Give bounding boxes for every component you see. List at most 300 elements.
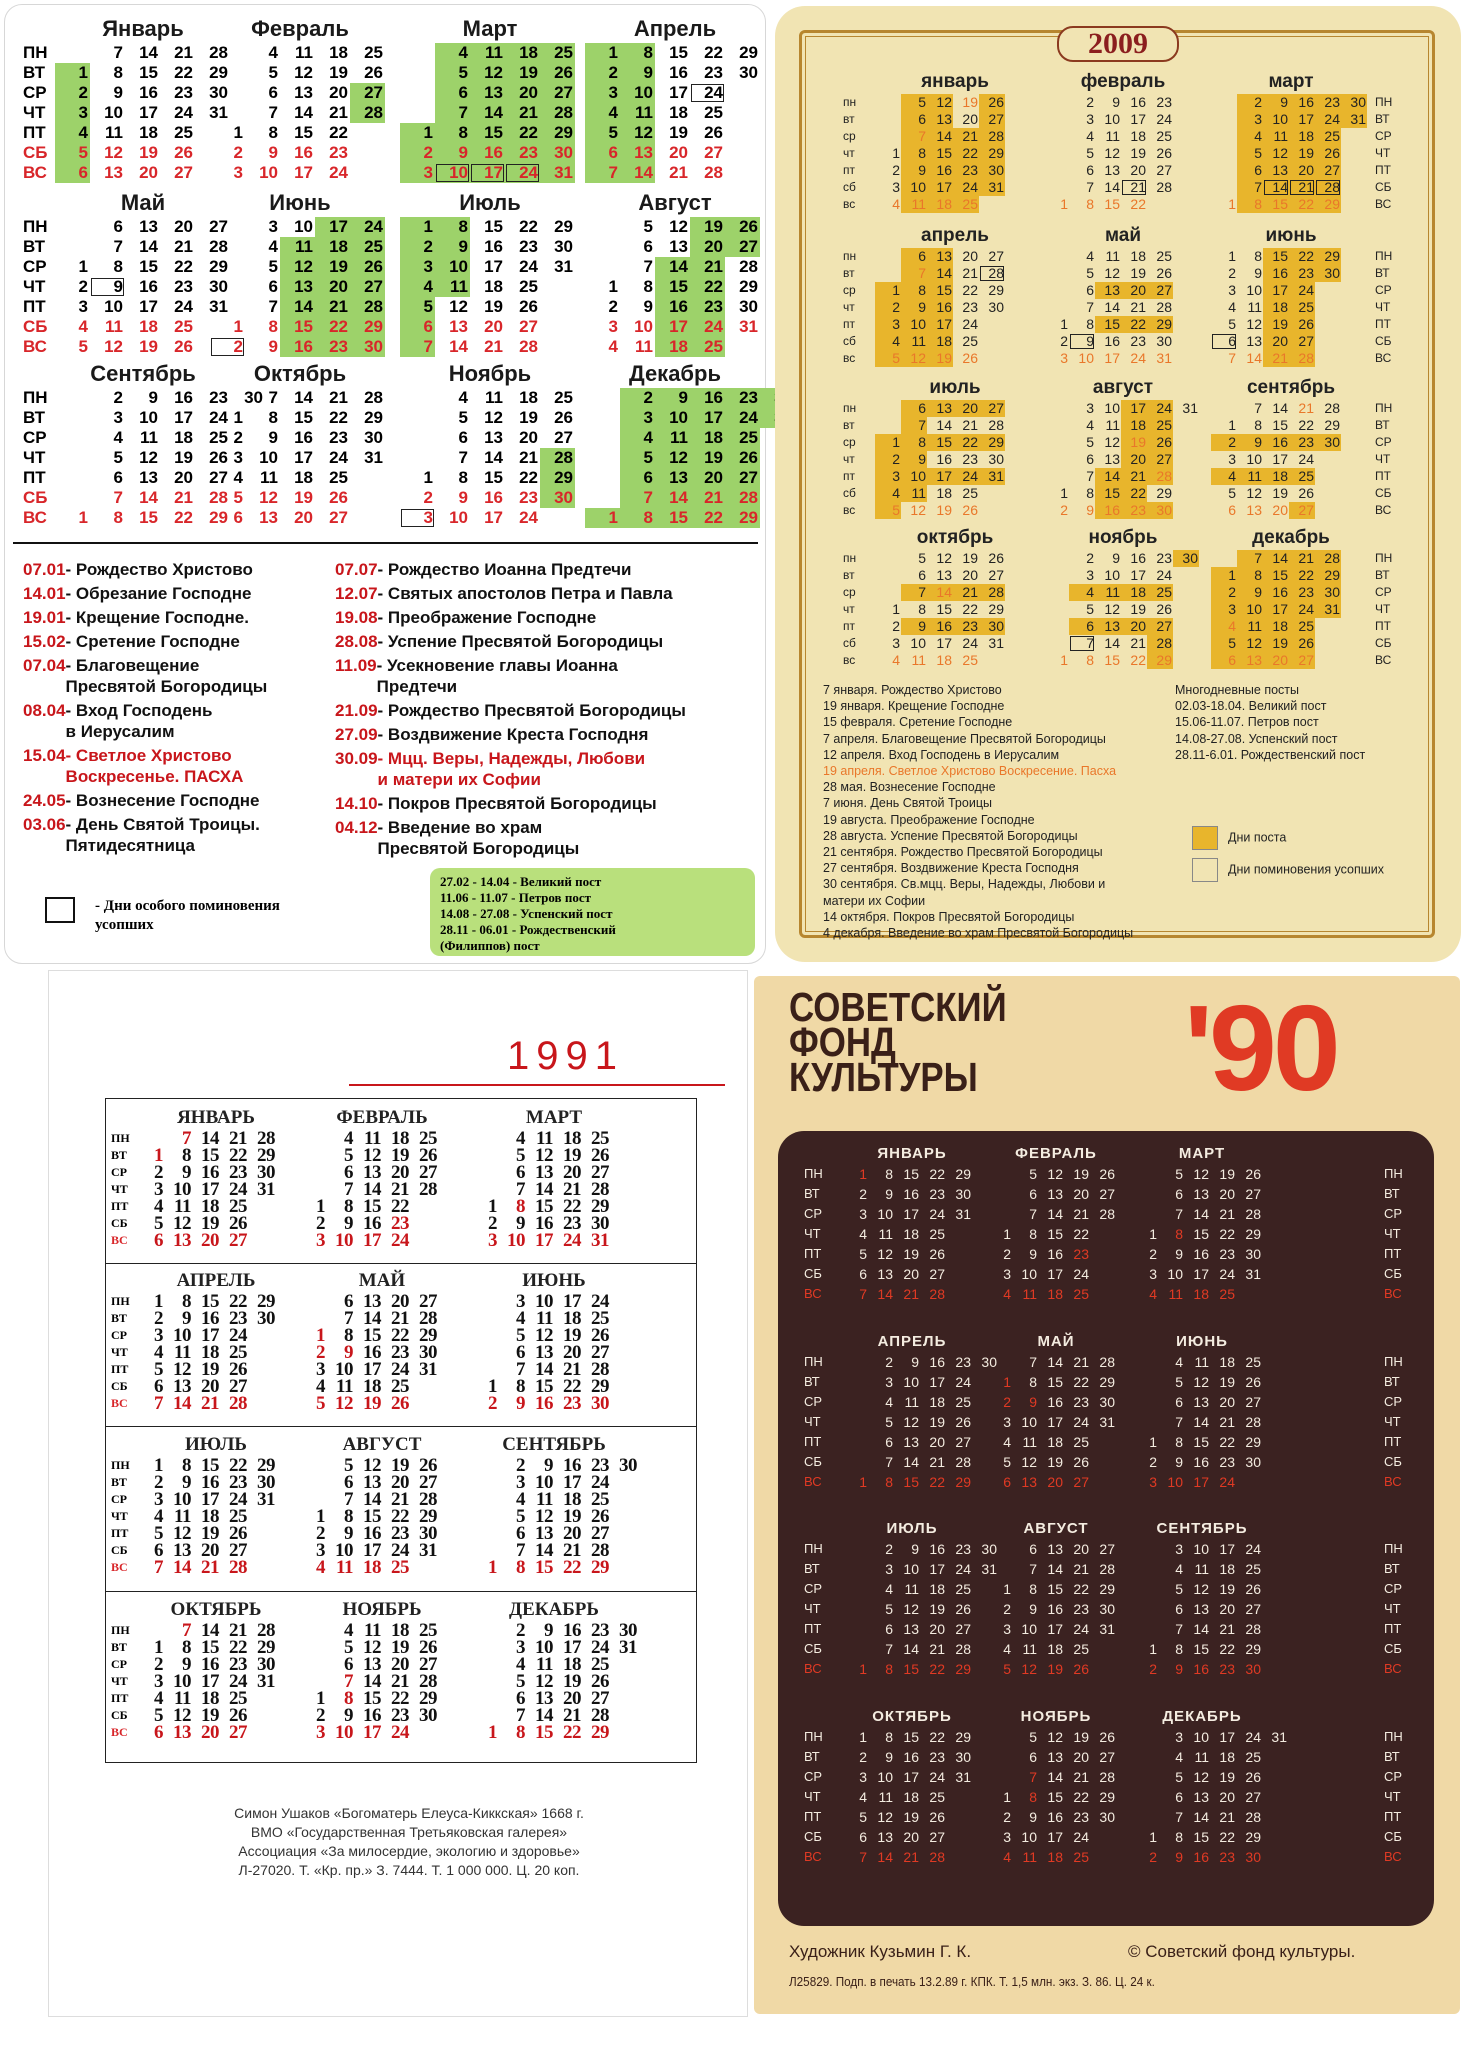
day-cell: 24 <box>1147 400 1173 417</box>
day-cell: 23 <box>725 388 760 408</box>
day-cell: 11 <box>364 1128 381 1149</box>
day-cell: 13 <box>1193 1601 1209 1617</box>
day-cell: 27 <box>1289 333 1315 350</box>
day-cell: 20 <box>201 1540 219 1561</box>
day-cell: 4 <box>620 428 655 448</box>
day-cell: 14 <box>1272 400 1288 416</box>
day-cell: 21 <box>1121 468 1147 485</box>
day-cell: 31 <box>257 1671 275 1692</box>
day-cell: 15 <box>655 277 690 297</box>
day-cell: 22 <box>229 1455 247 1476</box>
month-block <box>1211 376 1371 519</box>
day-cell: 18 <box>139 123 158 142</box>
day-columns <box>135 1293 275 1412</box>
weekday-label: ПН <box>804 1541 823 1556</box>
day-cell: 12 <box>535 1145 553 1166</box>
weekday-label: ПТ <box>111 1199 129 1213</box>
day-cell <box>210 63 245 83</box>
weekday-label: ЧТ <box>1375 146 1391 160</box>
day-cell: 17 <box>470 163 505 183</box>
day-cell: 25 <box>1289 618 1315 635</box>
month-block <box>1132 1332 1272 1492</box>
day-cell <box>1262 1827 1288 1847</box>
week-column <box>1043 550 1069 669</box>
day-cell: 3 <box>1003 1621 1011 1637</box>
day-cell: 23 <box>1130 333 1146 349</box>
day-cell: 8 <box>182 1291 191 1312</box>
weekday-label: ПТ <box>804 1246 822 1261</box>
month-days-body <box>400 217 580 357</box>
day-cell: 28 <box>364 388 383 407</box>
day-cell: 9 <box>1112 94 1120 110</box>
day-cell: 24 <box>505 163 540 183</box>
day-cell: 29 <box>979 145 1005 162</box>
day-cell: 6 <box>1086 162 1094 178</box>
day-cell: 5 <box>643 217 653 236</box>
weekday-label: ЧТ <box>1384 1414 1401 1429</box>
week-column <box>1147 400 1173 519</box>
week-column <box>894 1352 920 1492</box>
weekday-label: ЧТ <box>23 277 46 296</box>
imprint-line: Симон Ушаков «Богоматерь Елеуса-Киккская» 1668 г. <box>234 1805 584 1821</box>
day-columns <box>55 43 230 183</box>
month-days-body <box>875 400 1035 519</box>
weekday-label: ВС <box>804 1286 822 1301</box>
day-cell: 21 <box>391 1308 409 1329</box>
month-days-body <box>210 388 390 528</box>
holiday-note: матери их Софии <box>823 893 926 908</box>
day-cell: 26 <box>1156 145 1172 161</box>
day-cell: 17 <box>201 1671 219 1692</box>
fasting-note: 02.03-18.04. Великий пост <box>1175 699 1327 714</box>
day-cell: 22 <box>391 1688 409 1709</box>
holiday-note: 28 мая. Вознесение Господне <box>823 780 996 795</box>
day-cell: 20 <box>929 1621 945 1637</box>
day-cell: 20 <box>1121 282 1147 299</box>
weekday-label: ВТ <box>111 1311 127 1325</box>
day-cell: 3 <box>316 1359 325 1380</box>
day-cell: 12 <box>259 488 278 507</box>
day-cell: 5 <box>316 1393 325 1414</box>
day-cell: 17 <box>535 1230 553 1251</box>
day-cell: 27 <box>1245 1789 1261 1805</box>
day-columns <box>297 1130 437 1249</box>
week-column <box>55 388 90 528</box>
day-cell: 23 <box>329 143 348 162</box>
day-cell <box>1132 1539 1158 1559</box>
day-cell <box>1043 434 1069 451</box>
day-columns <box>986 1727 1116 1867</box>
day-cell: 10 <box>903 1561 919 1577</box>
day-cell: 5 <box>154 1705 163 1726</box>
day-cell: 20 <box>505 83 540 103</box>
day-cell: 22 <box>315 317 350 337</box>
day-cell: 30 <box>591 1213 609 1234</box>
day-cell: 4 <box>435 43 470 63</box>
day-cell <box>1315 282 1341 299</box>
day-cell: 27 <box>1245 1601 1261 1617</box>
day-cell: 25 <box>1156 128 1172 144</box>
weekday-label: чт <box>843 452 855 466</box>
day-cell: 28 <box>419 1179 437 1200</box>
day-cell <box>946 1827 972 1847</box>
day-cell: 8 <box>113 63 123 82</box>
week-column <box>1069 94 1095 213</box>
month-name: ЯНВАРЬ <box>877 1145 947 1162</box>
day-cell: 3 <box>1175 1541 1183 1557</box>
day-columns <box>1132 1164 1262 1304</box>
day-cell: 26 <box>174 143 193 162</box>
day-cell <box>1173 567 1199 584</box>
day-cell: 13 <box>1246 502 1262 518</box>
day-cell <box>875 400 901 417</box>
day-cell: 26 <box>591 1325 609 1346</box>
day-cell: 18 <box>1047 1641 1063 1657</box>
day-cell: 9 <box>1029 1246 1037 1262</box>
holiday-name: - Благовещение Пресвятой Богородицы <box>65 656 268 696</box>
day-cell <box>400 83 435 103</box>
weekday-label: сб <box>843 486 856 500</box>
day-cell: 23 <box>1156 94 1172 110</box>
week-column <box>1095 400 1121 519</box>
day-cell: 12 <box>1246 485 1262 501</box>
day-cell: 30 <box>209 277 228 296</box>
weekday-label: ЧТ <box>804 1601 821 1616</box>
day-cell: 9 <box>90 277 125 297</box>
day-cell: 26 <box>1156 601 1172 617</box>
day-columns <box>400 217 575 357</box>
day-columns <box>1043 550 1199 669</box>
holiday-date: 08.04 <box>23 701 66 720</box>
week-column <box>409 1293 437 1412</box>
day-cell: 7 <box>859 1849 867 1865</box>
day-cell: 4 <box>1175 1354 1183 1370</box>
day-cell: 27 <box>704 143 723 162</box>
day-cell: 16 <box>484 237 503 256</box>
holiday-note: 12 апреля. Вход Господень в Иерусалим <box>823 747 1060 762</box>
month-name: сентябрь <box>1246 377 1336 398</box>
day-cell: 27 <box>419 1472 437 1493</box>
day-cell: 24 <box>929 1206 945 1222</box>
day-columns <box>400 388 575 528</box>
day-cell: 11 <box>655 428 690 448</box>
day-cell: 7 <box>585 163 620 183</box>
day-cell: 12 <box>1193 1581 1209 1597</box>
day-cell: 15 <box>294 123 313 142</box>
day-cell <box>350 143 385 163</box>
day-cell: 17 <box>903 1206 919 1222</box>
imprint-line: Ассоциация «За милосердие, экологию и здоровье» <box>238 1843 580 1859</box>
day-cell: 24 <box>1130 350 1146 366</box>
day-cell: 7 <box>113 237 123 256</box>
weekday-label: ПН <box>1375 249 1393 263</box>
week-column <box>1158 1164 1184 1304</box>
week-column <box>525 1293 553 1412</box>
day-cell: 19 <box>1073 1729 1089 1745</box>
month-name: Июль <box>459 190 521 215</box>
day-cell <box>1132 1619 1158 1639</box>
day-cell: 30 <box>1173 550 1199 567</box>
day-cell: 9 <box>435 143 470 163</box>
day-cell: 7 <box>435 103 470 123</box>
day-cell: 22 <box>1073 1226 1089 1242</box>
day-cell: 8 <box>1237 196 1263 213</box>
day-cell: 11 <box>1237 618 1263 635</box>
day-cell: 3 <box>892 179 900 195</box>
week-column <box>842 1164 868 1304</box>
weekday-label: ЧТ <box>23 103 46 122</box>
day-cell: 21 <box>1073 1206 1089 1222</box>
day-cell: 13 <box>173 1376 191 1397</box>
day-columns <box>1132 1727 1288 1867</box>
day-cell: 18 <box>201 1688 219 1709</box>
day-cell: 15 <box>1095 485 1121 502</box>
week-column <box>381 1622 409 1741</box>
day-cell: 28 <box>419 1489 437 1510</box>
day-cell: 9 <box>544 1620 553 1641</box>
month-days-body <box>842 1539 997 1679</box>
day-cell: 21 <box>1073 1769 1089 1785</box>
day-cell: 6 <box>901 248 927 265</box>
day-cell: 6 <box>1211 333 1237 350</box>
month-block <box>23 15 228 183</box>
weekday-label: ПТ <box>1375 163 1391 177</box>
week-column <box>553 1622 581 1741</box>
day-cell: 31 <box>1245 1266 1261 1282</box>
week-column <box>655 388 690 528</box>
day-cell <box>400 388 435 408</box>
day-cell <box>1211 162 1237 179</box>
month-block <box>400 15 580 183</box>
week-column <box>1237 400 1263 519</box>
day-cell: 10 <box>1246 451 1262 467</box>
day-cell <box>1043 635 1069 652</box>
month-block <box>111 1269 297 1412</box>
day-cell <box>1173 618 1199 635</box>
week-column <box>1012 1539 1038 1679</box>
week-column <box>1173 400 1199 519</box>
day-cell: 4 <box>892 196 900 212</box>
day-cell: 27 <box>1147 451 1173 468</box>
day-cell: 14 <box>1193 1809 1209 1825</box>
day-cell: 15 <box>1263 196 1289 213</box>
day-cell: 14 <box>1193 1206 1209 1222</box>
day-cell: 10 <box>1021 1414 1037 1430</box>
day-cell: 2 <box>233 143 243 162</box>
day-cell: 6 <box>516 1688 525 1709</box>
month-name: НОЯБРЬ <box>342 1599 422 1620</box>
month-block <box>111 1598 297 1741</box>
day-cell: 1 <box>316 1325 325 1346</box>
day-cell: 9 <box>458 488 468 507</box>
day-cell: 14 <box>1047 1354 1063 1370</box>
day-cell: 31 <box>591 1230 609 1251</box>
day-cell <box>1211 128 1237 145</box>
day-cell: 26 <box>591 1506 609 1527</box>
day-cell: 7 <box>344 1308 353 1329</box>
day-cell <box>1132 1372 1158 1392</box>
week-column <box>525 1457 553 1576</box>
day-cell: 11 <box>904 1394 919 1410</box>
day-cell: 15 <box>903 1661 919 1677</box>
day-cell: 9 <box>901 162 927 179</box>
day-cell: 16 <box>929 1541 945 1557</box>
day-cell: 11 <box>901 485 927 502</box>
day-cell: 18 <box>1263 618 1289 635</box>
day-cell: 30 <box>1245 1661 1261 1677</box>
weekday-label: СР <box>804 1769 823 1784</box>
day-cell: 2 <box>1211 434 1237 451</box>
day-cell: 3 <box>892 635 900 651</box>
day-cell: 16 <box>1047 1394 1063 1410</box>
day-cell: 14 <box>294 388 313 407</box>
day-cell: 22 <box>929 1474 945 1490</box>
day-cell: 18 <box>929 1394 945 1410</box>
day-cell: 27 <box>540 83 575 103</box>
day-cell: 29 <box>591 1722 609 1743</box>
week-column <box>979 400 1005 519</box>
day-cell: 23 <box>391 1342 409 1363</box>
day-cell: 25 <box>1147 417 1173 434</box>
day-cell: 16 <box>1104 333 1120 349</box>
weekday-column <box>111 1622 135 1741</box>
weekday-label: ПТ <box>1375 469 1391 483</box>
day-cell: 29 <box>955 1474 971 1490</box>
day-columns <box>875 550 1005 669</box>
month-name: ОКТЯБРЬ <box>872 1708 952 1725</box>
day-cell: 18 <box>1219 1354 1235 1370</box>
day-cell: 24 <box>174 297 193 316</box>
day-cell: 5 <box>1175 1374 1183 1390</box>
day-cell: 23 <box>955 1354 971 1370</box>
day-cell: 18 <box>936 652 952 668</box>
day-cell: 27 <box>725 237 760 257</box>
day-cell: 22 <box>929 1166 945 1182</box>
weekday-column-right <box>1384 1539 1403 1679</box>
day-cell: 10 <box>910 635 926 651</box>
day-cell: 28 <box>229 1393 247 1414</box>
day-cell: 12 <box>363 1145 381 1166</box>
day-cell: 15 <box>470 123 505 143</box>
weekday-label: ВТ <box>111 1148 127 1162</box>
day-cell <box>1132 1787 1158 1807</box>
day-cell: 25 <box>1245 1354 1261 1370</box>
day-cell: 25 <box>364 43 383 62</box>
month-days-body <box>1132 1352 1272 1492</box>
day-cell: 19 <box>1073 1166 1089 1182</box>
day-cell: 20 <box>1073 1749 1089 1765</box>
day-columns <box>585 43 760 183</box>
week-column <box>1289 248 1315 367</box>
week-column <box>690 217 725 357</box>
day-cell <box>1043 179 1069 196</box>
day-cell: 29 <box>419 1506 437 1527</box>
day-cell: 11 <box>280 237 315 257</box>
day-cell: 6 <box>1029 1541 1037 1557</box>
day-cell: 26 <box>704 123 723 142</box>
day-cell: 1 <box>875 282 901 299</box>
week-column <box>540 43 575 183</box>
day-cell: 24 <box>962 635 978 651</box>
day-cell: 19 <box>929 1601 945 1617</box>
day-cell: 12 <box>936 550 952 566</box>
day-cell: 5 <box>516 1506 525 1527</box>
day-cell: 24 <box>955 1374 971 1390</box>
day-cell: 5 <box>344 1455 353 1476</box>
day-cell: 24 <box>1289 601 1315 618</box>
day-cell: 28 <box>979 128 1005 145</box>
day-cell: 27 <box>1099 1186 1115 1202</box>
holiday-date: 14.01 <box>23 584 66 603</box>
print-info: Л25829. Подп. в печать 13.2.89 г. КПК. Т. 1,5 млн. экз. З. 86. Ц. 24 к. <box>789 1974 1155 1989</box>
day-cell: 11 <box>878 1789 893 1805</box>
day-cell: 1 <box>875 434 901 451</box>
day-cell: 19 <box>563 1145 581 1166</box>
day-cell: 2 <box>316 1342 325 1363</box>
holiday-note: 7 января. Рождество Христово <box>823 683 1002 697</box>
month-name: май <box>1104 225 1142 246</box>
month-block <box>1043 224 1203 367</box>
weekday-label: СР <box>111 1492 127 1506</box>
day-cell: 26 <box>1245 1374 1261 1390</box>
month-name: Апрель <box>633 16 717 41</box>
day-cell: 14 <box>535 1540 553 1561</box>
day-cell: 13 <box>294 83 313 102</box>
weekday-label: ПН <box>111 1131 130 1145</box>
day-cell <box>1090 1244 1116 1264</box>
day-cell: 26 <box>988 550 1004 566</box>
day-cell: 15 <box>1263 248 1289 265</box>
day-cell: 10 <box>634 317 653 336</box>
day-cell: 5 <box>875 350 901 367</box>
month-name: ФЕВРАЛЬ <box>1015 1145 1097 1162</box>
day-cell: 10 <box>1167 1266 1183 1282</box>
day-cell: 18 <box>927 196 953 213</box>
holiday-name: - Вознесение Господне <box>65 791 260 810</box>
day-cell: 16 <box>936 451 952 467</box>
week-column <box>875 94 901 213</box>
week-column <box>1289 400 1315 519</box>
day-cell <box>1090 1639 1116 1659</box>
day-cell: 23 <box>209 388 228 407</box>
day-columns <box>210 43 385 183</box>
week-column <box>400 43 435 183</box>
holiday-entry <box>23 700 213 742</box>
day-cell: 11 <box>904 1581 919 1597</box>
day-cell: 5 <box>268 63 278 82</box>
day-cell: 27 <box>419 1162 437 1183</box>
holiday-name: - День Святой Троицы. Пятидесятница <box>65 815 260 855</box>
day-cell: 13 <box>139 217 158 236</box>
day-cell: 26 <box>419 1637 437 1658</box>
day-cell: 11 <box>105 123 123 142</box>
day-cell: 14 <box>1193 1414 1209 1430</box>
weekday-label: вт <box>843 568 855 582</box>
week-column <box>1132 1727 1158 1867</box>
month-block <box>986 1332 1126 1492</box>
day-cell: 28 <box>704 163 723 182</box>
day-cell: 20 <box>1289 162 1315 179</box>
day-cell: 21 <box>1130 299 1146 315</box>
day-cell <box>210 103 245 123</box>
month-name: Январь <box>102 16 184 41</box>
day-cell: 7 <box>268 103 278 122</box>
week-column <box>135 1457 163 1576</box>
day-cell: 25 <box>1219 1286 1235 1302</box>
week-column <box>1038 1164 1064 1304</box>
month-name: Август <box>638 190 712 215</box>
day-cell: 16 <box>201 1308 219 1329</box>
